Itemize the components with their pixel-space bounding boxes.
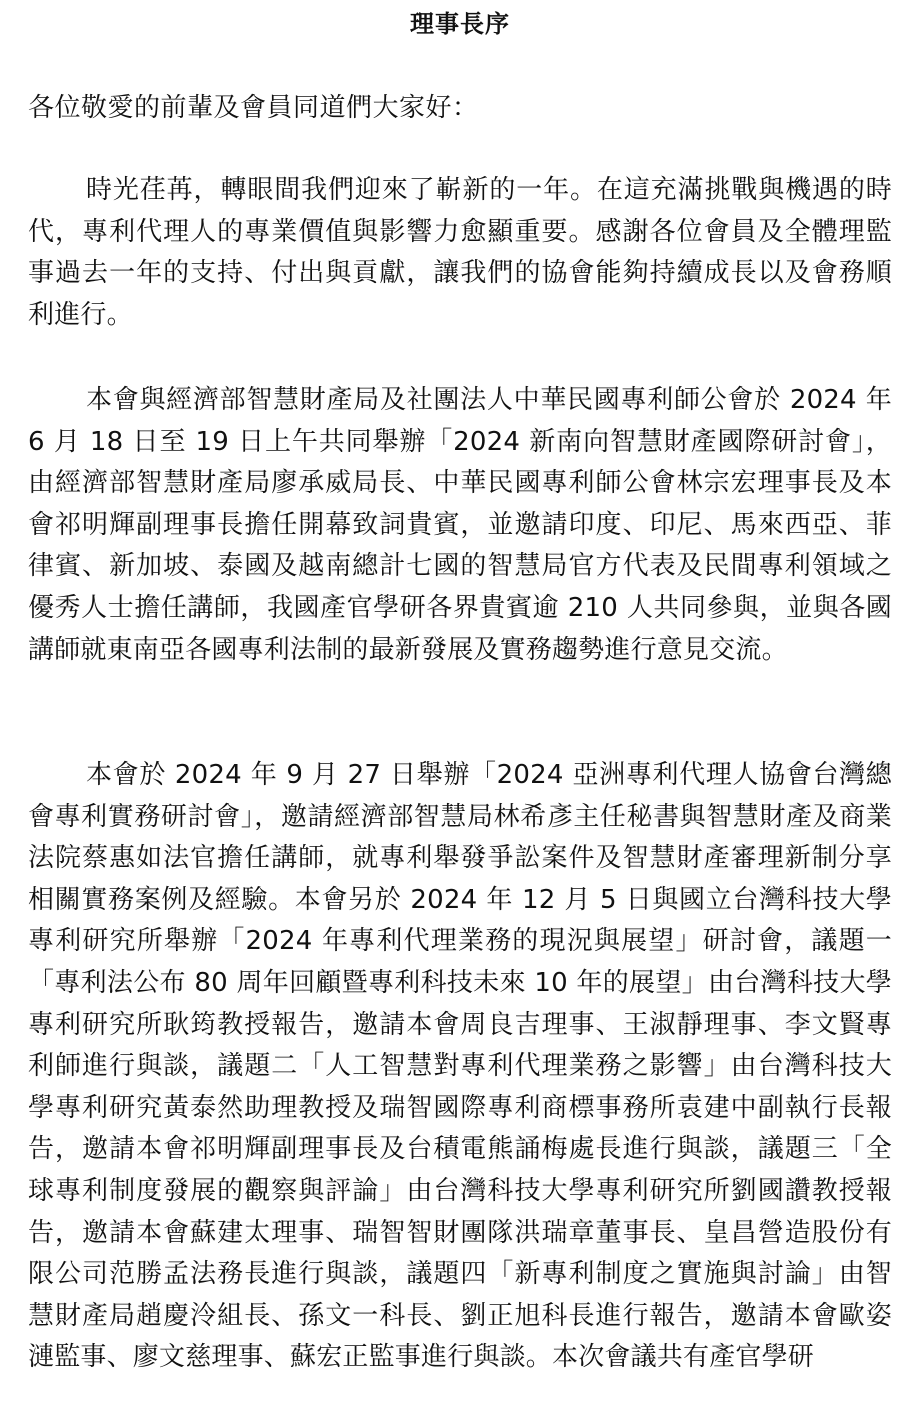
paragraph-1: 時光荏苒，轉眼間我們迎來了嶄新的一年。在這充滿挑戰與機遇的時代，專利代理人的專業價值與影響力愈顯重要。感謝各位會員及全體理監事過去一年的支持、付出與貢獻，讓我們的協會能夠持續成長以及會務順利進行。 <box>28 175 892 330</box>
paragraph-2: 本會與經濟部智慧財產局及社團法人中華民國專利師公會於 2024 年 6 月 18 日至 19 日上午共同舉辦「2024 新南向智慧財產國際研討會」，由經濟部智慧財產局廖承威局長、中華民國專利師公會林宗宏理事長及本會祁明輝副理事長擔任開幕致詞貴賓，並邀請印度、印尼、馬來西亞、菲律賓、新加坡、泰國及越南總計七國的智慧局官方代表及民間專利領域之優秀人士擔任講師，我國產官學研各界貴賓逾 210 人共同參與，並與各國講師就東南亞各國專利法制的最新發展及實務趨勢進行意見交流。 <box>28 385 892 665</box>
paragraph-3: 本會於 2024 年 9 月 27 日舉辦「2024 亞洲專利代理人協會台灣總會專利實務研討會」，邀請經濟部智慧局林希彥主任秘書與智慧財產及商業法院蔡惠如法官擔任講師，就專利舉發爭訟案件及智慧財產審理新制分享相關實務案例及經驗。本會另於 2024 年 12 月 5 日與國立台灣科技大學專利研究所舉辦「2024 年專利代理業務的現況與展望」研討會，議題一「專利法公布 80 周年回顧暨專利科技未來 10 年的展望」由台灣科技大學專利研究所耿筠教授報告，邀請本會周良吉理事、王淑靜理事、李文賢專利師進行與談，議題二「人工智慧對專利代理業務之影響」由台灣科技大學專利研究黃泰然助理教授及瑞智國際專利商標事務所袁建中副執行長報告，邀請本會祁明輝副理事長及台積電熊誦梅處長進行與談，議題三「全球專利制度發展的觀察與評論」由台灣科技大學專利研究所劉國讚教授報告，邀請本會蘇建太理事、瑞智智財團隊洪瑞章董事長、皇昌營造股份有限公司范勝孟法務長進行與談，議題四「新專利制度之實施與討論」由智慧財產局趙慶泠組長、孫文一科長、劉正旭科長進行報告，邀請本會歐姿漣監事、廖文慈理事、蘇宏正監事進行與談。本次會議共有產官學研 <box>28 760 892 1373</box>
page-title: 理事長序 <box>410 10 510 38</box>
salutation: 各位敬愛的前輩及會員同道們大家好： <box>28 93 479 123</box>
